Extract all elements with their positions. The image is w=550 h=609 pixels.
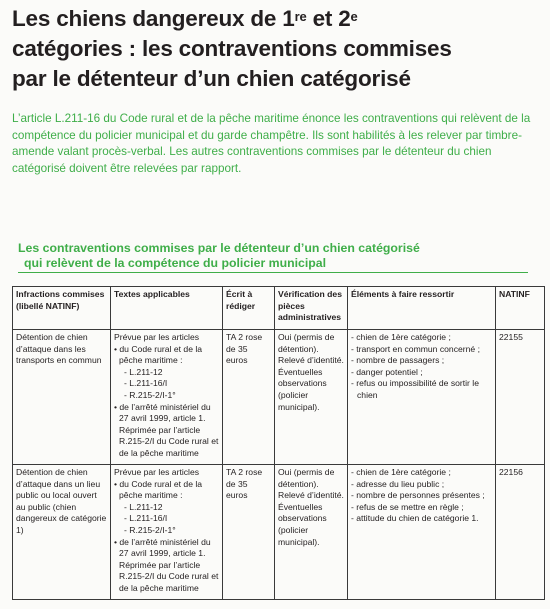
element-item: - refus ou impossibilité de sortir le chien xyxy=(351,378,480,400)
title-line2: catégories : les contraventions commises xyxy=(12,36,452,61)
table-title-rule xyxy=(18,272,528,273)
textes-article: - L.211-12 xyxy=(124,366,163,377)
title-sup2: e xyxy=(350,9,358,24)
cell-natinf: 22156 xyxy=(496,465,545,600)
textes-article: - L.211-16/I xyxy=(124,513,168,524)
header-infractions: Infractions commises (libellé NATINF) xyxy=(13,287,111,330)
textes-intro: Prévue par les articles xyxy=(114,332,200,342)
intro-paragraph: L’article L.211-16 du Code rural et de la pêche maritime énonce les contraventions qui relèvent de la compétence du policier municipal et du garde champêtre. Ils sont habilités à les relever par timbre-amende valant procès-verbal. Les autres contraventions commises par le détenteur du chien catégorisé doivent être relevées par rapport. xyxy=(12,112,531,175)
cell-elements xyxy=(348,465,496,600)
cell-natinf: 22155 xyxy=(496,330,545,465)
textes-article: - R.215-2/I-1° xyxy=(124,389,176,400)
cell-ecrit: TA 2 rose de 35 euros xyxy=(223,330,275,465)
table-title-line1: Les contraventions commises par le détenteur d’un chien catégorisé xyxy=(18,241,420,255)
table-title xyxy=(18,241,528,271)
textes-reprime: Réprimée par l’article R.215-2/I du Code rural et de la pêche maritime xyxy=(119,559,219,593)
textes-article: - L.211-16/I xyxy=(124,378,168,389)
cell-textes xyxy=(111,465,223,600)
element-item: - chien de 1ère catégorie ; xyxy=(351,467,451,477)
element-item: - nombre de personnes présentes ; xyxy=(351,490,485,501)
textes-article: - R.215-2/I-1° xyxy=(124,524,176,535)
header-textes: Textes applicables xyxy=(111,287,223,330)
header-elements: Éléments à faire ressortir xyxy=(348,287,496,330)
title-mid: et 2 xyxy=(306,6,351,31)
title-line1: Les chiens dangereux de 1 xyxy=(12,6,295,31)
textes-arrete: • de l’arrêté ministériel du 27 avril 1999, article 1. xyxy=(114,402,219,425)
table-title-line2: qui relèvent de la compétence du policier municipal xyxy=(24,256,327,270)
textes-arrete: • de l’arrêté ministériel du 27 avril 1999, article 1. xyxy=(114,537,219,560)
element-item: - danger potentiel ; xyxy=(351,366,423,377)
table-row xyxy=(13,465,545,600)
element-item: - refus de se mettre en règle ; xyxy=(351,501,464,512)
table-row xyxy=(13,330,545,465)
element-item: - nombre de passagers ; xyxy=(351,355,445,366)
table-header-row xyxy=(13,287,545,330)
textes-article: - L.211-12 xyxy=(124,501,163,512)
element-item: - chien de 1ère catégorie ; xyxy=(351,332,451,342)
title-line3: par le détenteur d’un chien catégorisé xyxy=(12,66,411,91)
header-ecrit: Écrit à rédiger xyxy=(223,287,275,330)
page-title xyxy=(12,4,542,94)
cell-infraction: Détention de chien d’attaque dans les transports en commun xyxy=(13,330,111,465)
cell-ecrit: TA 2 rose de 35 euros xyxy=(223,465,275,600)
textes-reprime: Réprimée par l’article R.215-2/I du Code rural et de la pêche maritime xyxy=(119,424,219,458)
cell-verification: Oui (permis de détention). Relevé d’identité. Éventuelles observations (policier municipal). xyxy=(275,330,348,465)
textes-code: • du Code rural et de la pêche maritime : xyxy=(114,479,219,502)
contraventions-table xyxy=(12,286,545,600)
header-natinf: NATINF xyxy=(496,287,545,330)
textes-intro: Prévue par les articles xyxy=(114,467,200,477)
element-item: - adresse du lieu public ; xyxy=(351,478,445,489)
textes-code: • du Code rural et de la pêche maritime : xyxy=(114,344,219,367)
cell-elements xyxy=(348,330,496,465)
cell-textes xyxy=(111,330,223,465)
element-item: - attitude du chien de catégorie 1. xyxy=(351,513,479,524)
title-sup1: re xyxy=(294,9,307,24)
header-verification: Vérification des pièces administratives xyxy=(275,287,348,330)
element-item: - transport en commun concerné ; xyxy=(351,343,480,354)
cell-infraction: Détention de chien d’attaque dans un lieu public ou local ouvert au public (chien dangereux de catégorie 1) xyxy=(13,465,111,600)
cell-verification: Oui (permis de détention). Relevé d’identité. Éventuelles observations (policier municipal). xyxy=(275,465,348,600)
